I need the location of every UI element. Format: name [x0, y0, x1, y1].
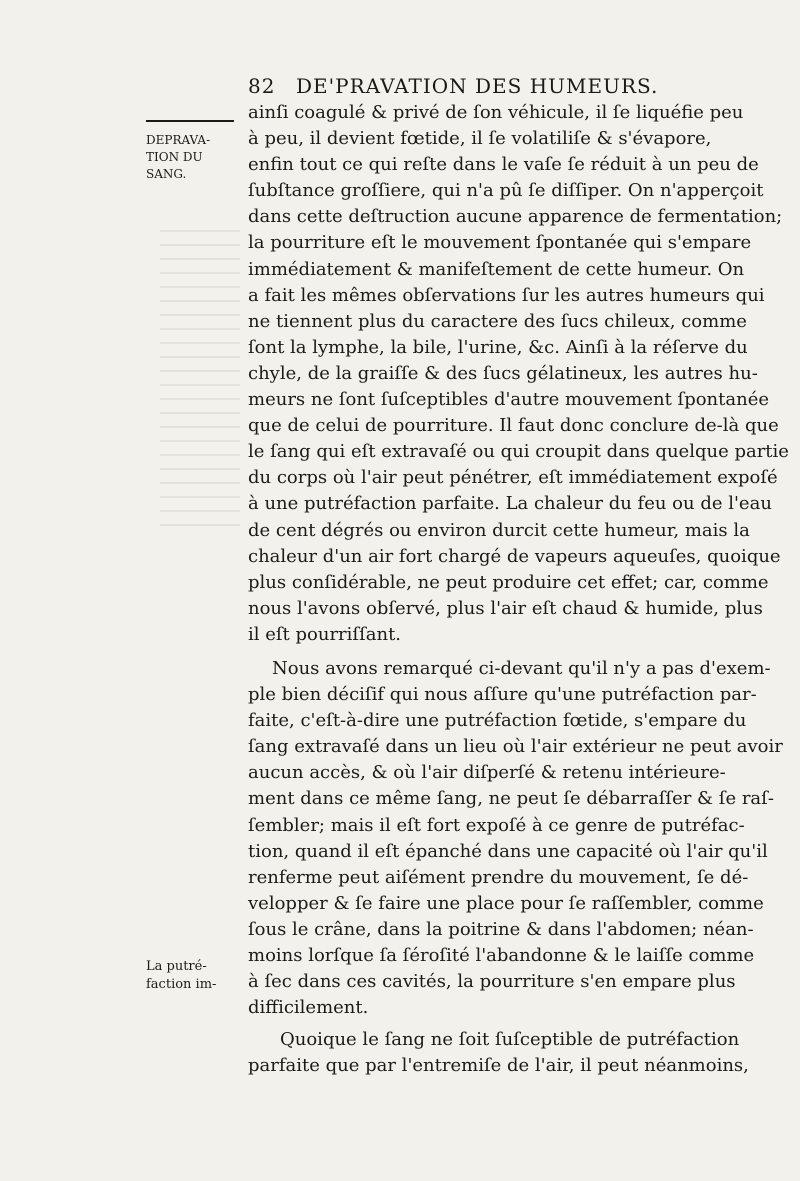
text-line: que de celui de pourriture. Il faut donc conclure de-là que [248, 415, 779, 437]
margin-note-line: TION DU [146, 150, 203, 164]
paragraph-3 [248, 1027, 776, 1079]
text-line: tion, quand il eſt épanché dans une capacité où l'air qu'il [248, 840, 768, 862]
margin-note-line: SANG. [146, 167, 187, 181]
text-line: à une putréfaction parfaite. La chaleur du feu ou de l'eau [248, 493, 772, 515]
text-line: renferme peut aiſément prendre du mouvement, ſe dé- [248, 866, 749, 888]
text-line: ſang extravaſé dans un lieu où l'air extérieur ne peut avoir [248, 736, 783, 758]
text-line: Quoique le ſang ne ſoit ſuſceptible de putréfaction [280, 1029, 740, 1051]
text-line: du corps où l'air peut pénétrer, eſt immédiatement expoſé [248, 467, 778, 489]
text-line: ſous le crâne, dans la poitrine & dans l'abdomen; néan- [248, 918, 754, 940]
margin-note-line: DEPRAVA- [146, 133, 211, 147]
text-line: parfaite que par l'entremiſe de l'air, il peut néanmoins, [248, 1055, 749, 1077]
text-line: immédiatement & manifeſtement de cette humeur. On [248, 258, 745, 280]
text-line: meurs ne ſont ſuſceptibles d'autre mouvement ſpontanée [248, 389, 770, 411]
text-line: à peu, il devient fœtide, il ſe volatiliſe & s'évapore, [248, 128, 712, 150]
text-line: la pourriture eſt le mouvement ſpontanée qui s'empare [248, 232, 752, 254]
text-line: chyle, de la graiſſe & des ſucs gélatineux, les autres hu- [248, 362, 758, 384]
text-line: ainſi coagulé & privé de ſon véhicule, il ſe liquéfie peu [248, 102, 744, 123]
text-line: ment dans ce même ſang, ne peut ſe débarraſſer & ſe raſ- [248, 788, 774, 810]
margin-note-bottom [146, 958, 238, 994]
text-line: le ſang qui eſt extravaſé ou qui croupit dans quelque partie [248, 441, 789, 463]
paragraph-2 [248, 656, 783, 1021]
text-line: ſont la lymphe, la bile, l'urine, &c. Ainſi à la réſerve du [248, 336, 748, 358]
paragraph-1 [248, 100, 789, 648]
running-title: DE'PRAVATION DES HUMEURS. [296, 74, 659, 98]
text-line: a fait les mêmes obſervations ſur les autres humeurs qui [248, 284, 765, 306]
text-line: enfin tout ce qui reſte dans le vaſe ſe réduit à un peu de [248, 154, 759, 176]
margin-note-line: faction im- [146, 977, 217, 992]
text-line: ne tiennent plus du caractere des ſucs chileux, comme [248, 310, 747, 332]
text-line: il eſt pourriſſant. [248, 623, 402, 645]
text-line: ſembler; mais il eſt fort expoſé à ce genre de putréfac- [248, 814, 745, 836]
margin-note-line: La putré- [146, 959, 207, 974]
text-line: chaleur d'un air fort chargé de vapeurs aqueuſes, quoique [248, 545, 781, 567]
text-line: ſubſtance groſſiere, qui n'a pû ſe diſſiper. On n'apperçoit [248, 180, 764, 202]
text-line: plus conſidérable, ne peut produire cet effet; car, comme [248, 571, 769, 593]
text-line: aucun accès, & où l'air diſperſé & retenu intérieure- [248, 762, 726, 784]
text-line: difficilement. [248, 997, 369, 1019]
text-line: dans cette deſtruction aucune apparence de fermentation; [248, 206, 783, 228]
text-line: ple bien déciſif qui nous aſſure qu'une putréfaction par- [248, 684, 757, 706]
margin-rule [146, 120, 234, 122]
text-line: moins lorſque ſa ſéroſité l'abandonne & le laiſſe comme [248, 945, 755, 966]
body-text [248, 100, 789, 1079]
margin-note-top [146, 132, 238, 183]
show-through-text [160, 230, 240, 530]
text-line: Nous avons remarqué ci-devant qu'il n'y a pas d'exem- [272, 657, 771, 679]
text-line: nous l'avons obſervé, plus l'air eſt chaud & humide, plus [248, 597, 763, 619]
text-line: de cent dégrés ou environ durcit cette humeur, mais la [248, 519, 750, 541]
page-number: 82 [248, 74, 276, 98]
text-line: à ſec dans ces cavités, la pourriture s'en empare plus [248, 971, 736, 993]
text-line: faite, c'eſt-à-dire une putréfaction fœtide, s'empare du [248, 710, 747, 732]
text-line: velopper & ſe faire une place pour ſe raſſembler, comme [248, 892, 764, 914]
